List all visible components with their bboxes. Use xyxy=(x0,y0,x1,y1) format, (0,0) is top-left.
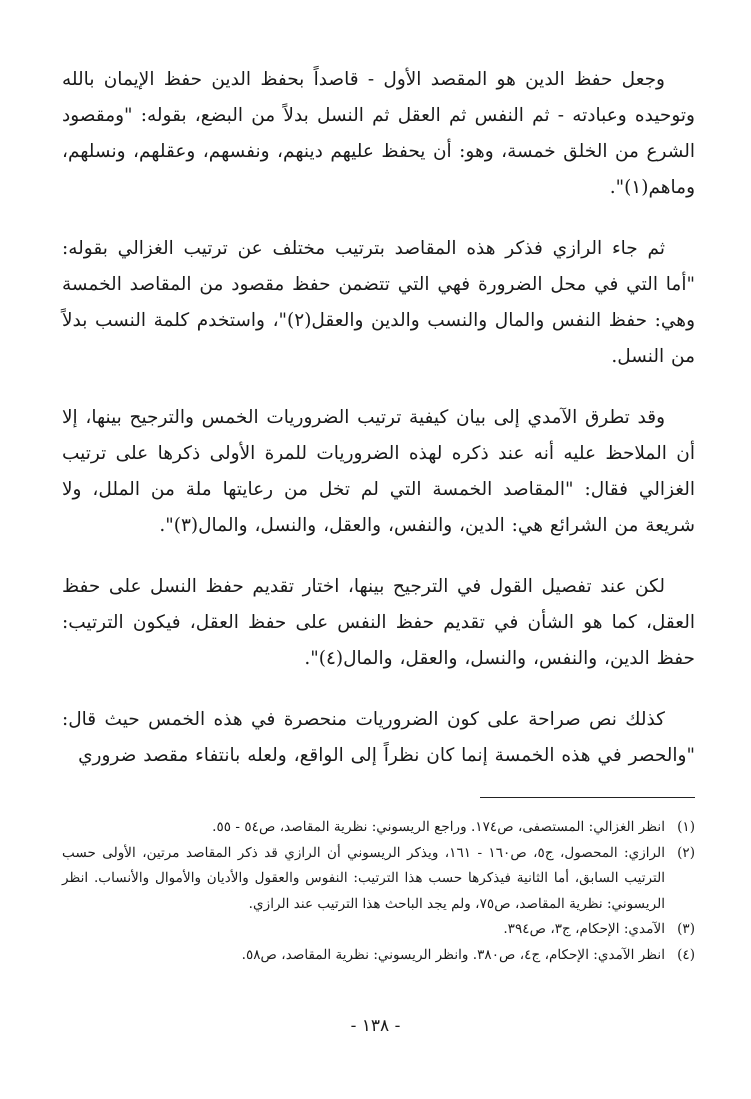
paragraph-1: وجعل حفظ الدين هو المقصد الأول - قاصداً بحفظ الدين حفظ الإيمان بالله وتوحيده وعبادته - ثم النفس ثم العقل ثم النسل بدلاً من البضع، بقوله: "ومقصود الشرع من الخلق خمسة، وهو: أن يحفظ عليهم دينهم، ونفسهم، وعقلهم، ونسلهم، وماهم(١)". xyxy=(62,69,695,198)
footnote-3 xyxy=(62,917,695,943)
paragraph-3: وقد تطرق الآمدي إلى بيان كيفية ترتيب الضروريات الخمس والترجيح بينها، إلا أن الملاحظ عليه أنه عند ذكره لهذه الضروريات للمرة الأولى ذكرها على ترتيب الغزالي فقال: "المقاصد الخمسة التي لم تخل من رعايتها ملة من الملل، ولا شريعة من الشرائع هي: الدين، والنفس، والعقل، والنسل، والمال(٣)". xyxy=(62,407,695,536)
footnote-1 xyxy=(62,815,695,841)
footnotes xyxy=(62,815,695,968)
footnote-number: (٢) xyxy=(677,844,695,861)
footnote-text: الآمدي: الإحكام، ج٣، ص٣٩٤. xyxy=(503,921,665,937)
footnote-text: انظر الآمدي: الإحكام، ج٤، ص٣٨٠. وانظر الريسوني: نظرية المقاصد، ص٥٨. xyxy=(241,946,665,963)
footnote-separator xyxy=(480,797,695,798)
footnote-number: (٣) xyxy=(677,921,695,937)
paragraph-5: كذلك نص صراحة على كون الضروريات منحصرة في هذه الخمس حيث قال: "والحصر في هذه الخمسة إنما كان نظراً إلى الواقع، ولعله بانتفاء مقصد ضروري xyxy=(62,709,695,766)
footnote-text: الرازي: المحصول، ج٥، ص١٦٠ - ١٦١، ويذكر الريسوني أن الرازي قد ذكر المقاصد مرتين، الأولى حسب الترتيب السابق، أما الثانية فيذكرها حسب هذا الترتيب: النفوس والعقول والأديان والأموال والأنساب. انظر الريسوني: نظرية المقاصد، ص٧٥، ولم يجد الباحث هذا الترتيب عند الرازي. xyxy=(62,844,665,912)
main-text xyxy=(62,62,695,799)
paragraph-2: ثم جاء الرازي فذكر هذه المقاصد بترتيب مختلف عن ترتيب الغزالي بقوله: "أما التي في محل الضرورة فهي التي تتضمن حفظ مقصود من المقاصد الخمسة وهي: حفظ النفس والمال والنسب والدين والعقل(٢)"، واستخدم كلمة النسب بدلاً من النسل. xyxy=(62,238,695,367)
paragraph-4: لكن عند تفصيل القول في الترجيح بينها، اختار تقديم حفظ النسل على حفظ العقل، كما هو الشأن في تقديم حفظ النفس على حفظ العقل، فيكون الترتيب: حفظ الدين، والنفس، والنسل، والعقل، والمال(٤)". xyxy=(62,576,695,669)
footnote-number: (٤) xyxy=(677,946,695,963)
page-number: - ١٣٨ - xyxy=(350,1016,401,1036)
footnote-number: (١) xyxy=(677,819,695,835)
footnote-4 xyxy=(62,943,695,969)
footnote-2 xyxy=(62,841,695,918)
footnote-text: انظر الغزالي: المستصفى، ص١٧٤. وراجع الريسوني: نظرية المقاصد، ص٥٤ - ٥٥. xyxy=(212,819,665,835)
